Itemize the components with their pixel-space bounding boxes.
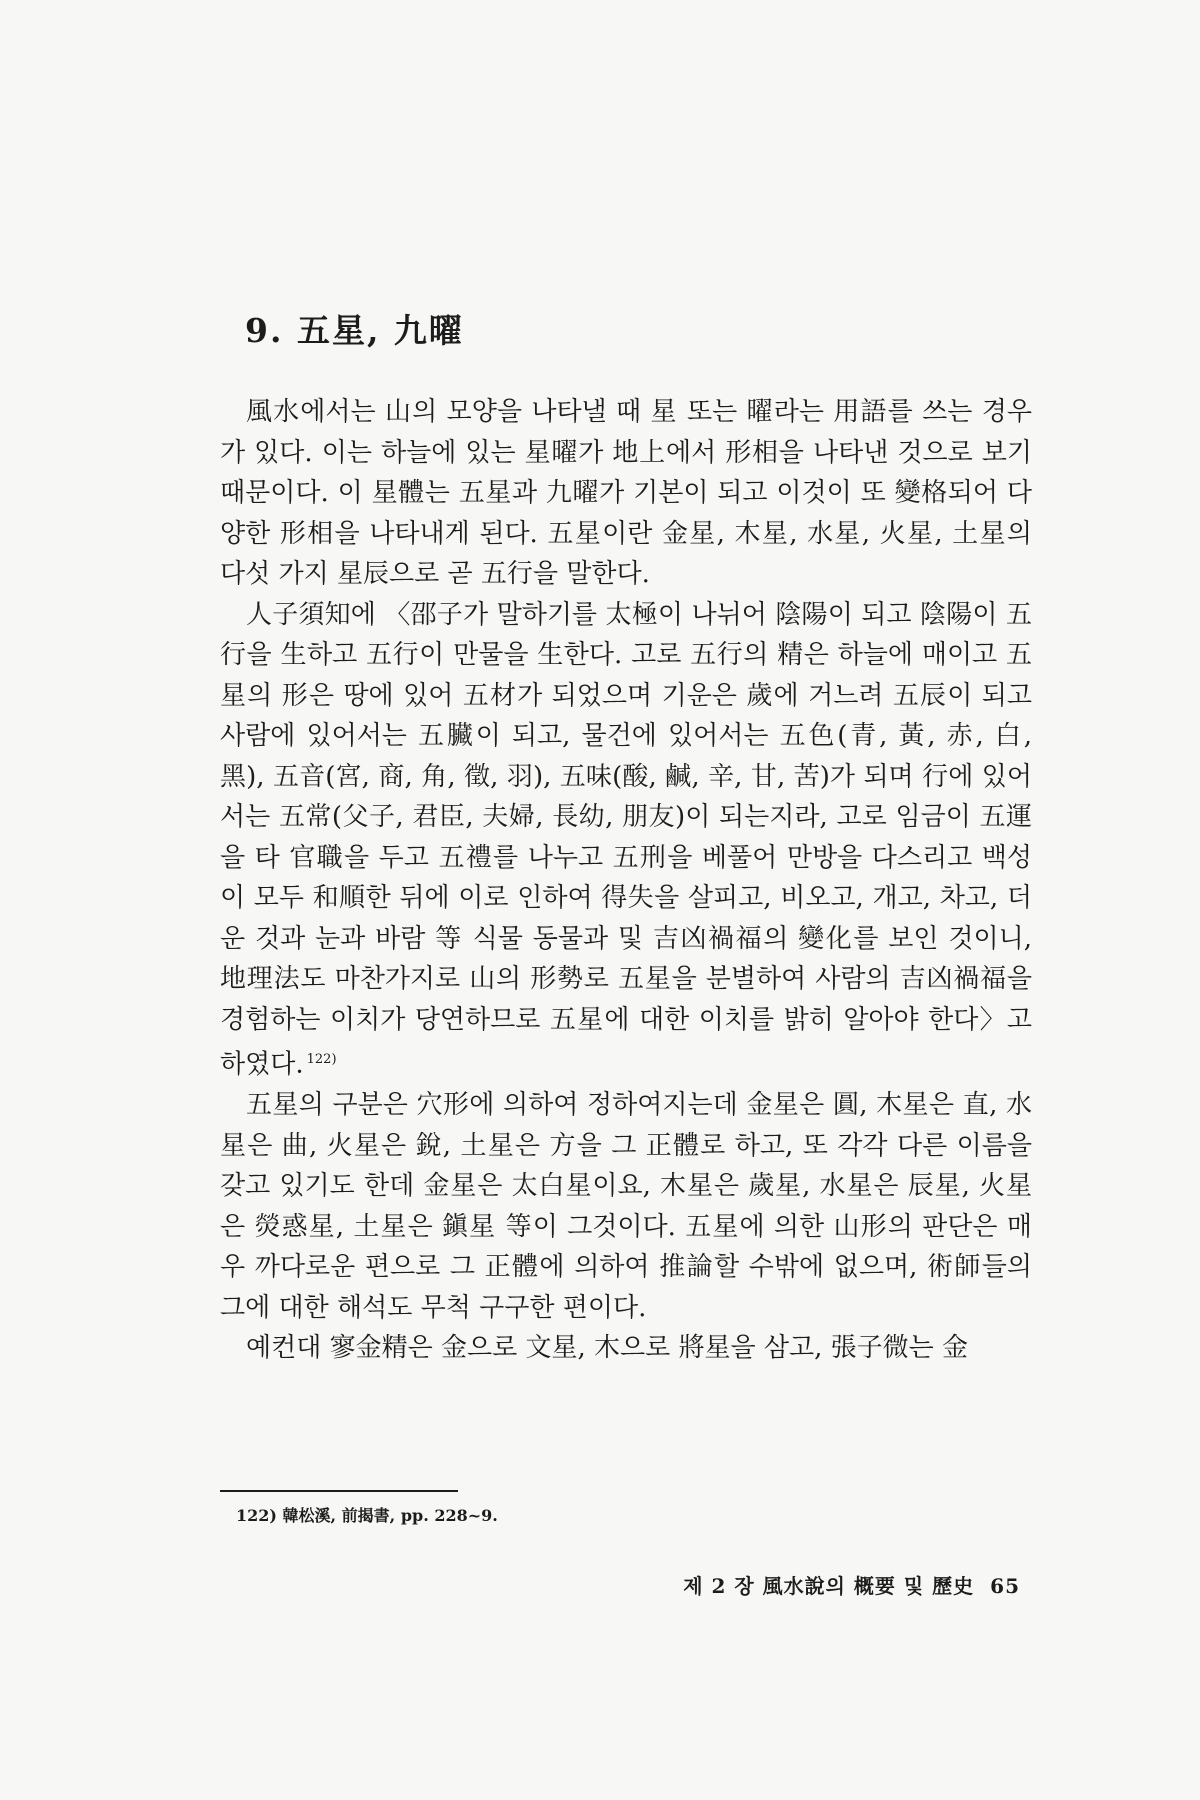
body-text bbox=[220, 392, 1032, 1369]
section-title: 9. 五星, 九曜 bbox=[245, 311, 464, 350]
paragraph-2 bbox=[220, 595, 1032, 1086]
paragraph-2-text: 人子須知에 〈邵子가 말하기를 太極이 나뉘어 陰陽이 되고 陰陽이 五行을 生하고 五行이 만물을 生한다. 고로 五行의 精은 하늘에 매이고 五星의 形은 땅에 있어 五材가 되었으며 기운은 歲에 거느려 五辰이 되고 사람에 있어서는 五臟이 되고, 물건에 있어서는 五色(青, 黃, 赤, 白, 黑), 五音(宮, 商, 角, 徵, 羽), 五味(酸, 鹹, 辛, 甘, 苦)가 되며 行에 있어서는 五常(父子, 君臣, 夫婦, 長幼, 朋友)이 되는지라, 고로 임금이 五運을 타 官職을 두고 五禮를 나누고 五刑을 베풀어 만방을 다스리고 백성이 모두 和順한 뒤에 이로 인하여 得失을 살피고, 비오고, 개고, 차고, 더운 것과 눈과 바람 等 식물 동물과 및 吉凶禍福의 變化를 보인 것이니, 地理法도 마찬가지로 山의 形勢로 五星을 분별하여 사람의 吉凶禍福을 경험하는 이치가 당연하므로 五星에 대한 이치를 밝히 알아야 한다〉고 하였다. bbox=[220, 599, 1032, 1080]
paragraph-4: 예컨대 寥金精은 金으로 文星, 木으로 將星을 삼고, 張子微는 金 bbox=[246, 1333, 969, 1364]
page-number: 65 bbox=[990, 1574, 1020, 1598]
footnote: 122) 韓松溪, 前揭書, pp. 228~9. bbox=[236, 1506, 498, 1525]
chapter-title: 제 2 장 風水說의 概要 및 歷史 bbox=[683, 1574, 975, 1598]
footnote-reference: 122) bbox=[306, 1052, 337, 1067]
paragraph-1: 風水에서는 山의 모양을 나타낼 때 星 또는 曜라는 用語를 쓰는 경우가 있다. 이는 하늘에 있는 星曜가 地上에서 形相을 나타낸 것으로 보기 때문이다. 이 星體는 五星과 九曜가 기본이 되고 이것이 또 變格되어 다양한 形相을 나타내게 된다. 五星이란 金星, 木星, 水星, 火星, 土星의 다섯 가지 星辰으로 곧 五行을 말한다. bbox=[220, 397, 1032, 589]
footnote-divider bbox=[220, 1490, 458, 1492]
running-footer bbox=[600, 1570, 1020, 1599]
paragraph-3: 五星의 구분은 穴形에 의하여 정하여지는데 金星은 圓, 木星은 直, 水星은 曲, 火星은 銳, 土星은 方을 그 正體로 하고, 또 각각 다른 이름을 갖고 있기도 한데 金星은 太白星이요, 木星은 歲星, 水星은 辰星, 火星은 熒惑星, 土星은 鎭星 等이 그것이다. 五星에 의한 山形의 판단은 매우 까다로운 편으로 그 正體에 의하여 推論할 수밖에 없으며, 術師들의 그에 대한 해석도 무척 구구한 편이다. bbox=[220, 1090, 1032, 1323]
